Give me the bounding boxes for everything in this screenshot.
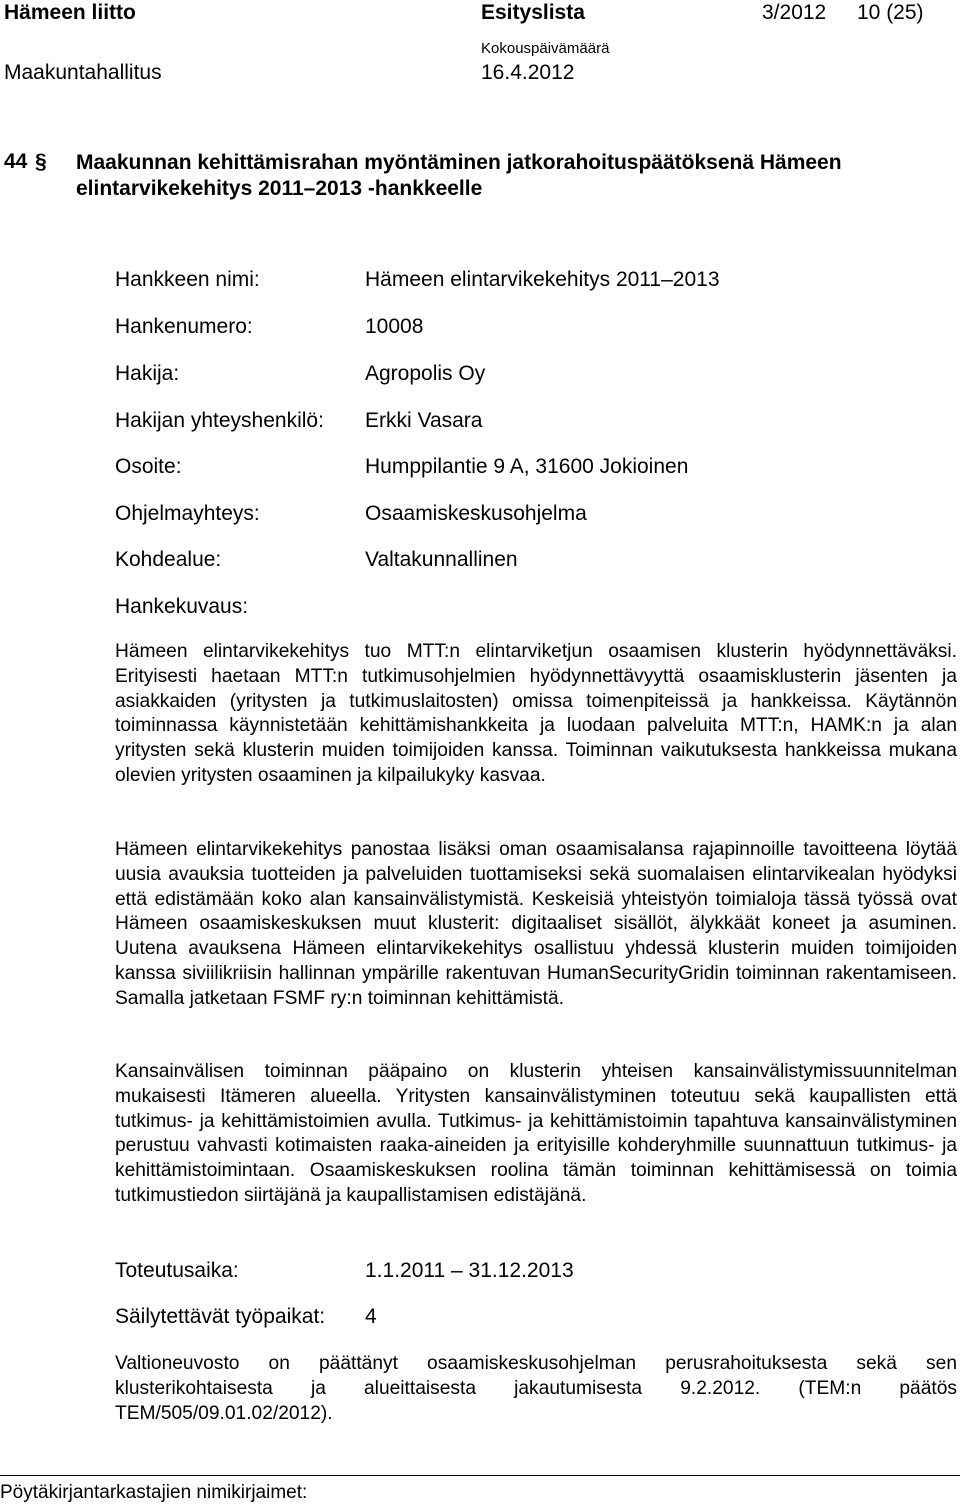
paragraph-2: Hämeen elintarvikekehitys panostaa lisäksi oman osaamisalansa rajapinnoille tavoitteena löytää uusia avauksia tuotteiden ja palveluiden tuottamiseksi sekä suomalaisen elintarvikealan hyödyksi että edistämään koko alan kansainvälistymistä. Keskeisiä yhteistyön toimialoja tässä työssä ovat Hämeen osaamiskeskuksen muut klusterit: digitaaliset sisällöt, älykkäät koneet ja asuminen. Uutena avauksena Hämeen elintarvikekehitys osallistuu yhdessä klusterin muiden toimijoiden kanssa siviilikriisin hallinnan ympärille rakentuvan HumanSecurityGridin toiminnan rakentamiseen. Samalla jatketaan FSMF ry:n toiminnan kehittämistä. (115, 839, 957, 1009)
doc-type: Esityslista (481, 1, 585, 24)
jobs-label: Säilytettävät työpaikat: (115, 1305, 326, 1328)
project-number-label: Hankenumero: (115, 315, 253, 338)
duration-label: Toteutusaika: (115, 1259, 239, 1282)
paragraph-3: Kansainvälisen toiminnan pääpaino on klusterin yhteisen kansainvälistymissuunnitelman mukaisesti Itämeren alueella. Yritysten kansainvälistyminen toteutuu sekä kaupallisten että tutkimus- ja kehittämistoimien avulla. Tutkimus- ja kehittämistoimin tapahtuva kansainvälistyminen perustuu vahvasti kotimaisten raaka-aineiden ja erityisille kohderyhmille suunnattuun tutkimus- ja kehittämistoimintaan. Osaamiskeskuksen roolina tämän toiminnan kehittämisessä on toimia tutkimustiedon siirtäjänä ja kaupallistamisen edistäjänä. (115, 1061, 957, 1206)
applicant-value: Agropolis Oy (365, 362, 486, 385)
decision-paragraph: Valtioneuvosto on päättänyt osaamiskeskusohjelman perusrahoituksesta sekä sen klusterikohtaisesta ja alueittaisesta jakautumisesta 9.2.2012. (TEM:n päätös TEM/505/09.01.02/2012). (115, 1353, 957, 1424)
org-name: Hämeen liitto (4, 1, 136, 24)
section-sign: § (35, 150, 47, 173)
signatures-label: Pöytäkirjantarkastajien nimikirjaimet: (0, 1482, 308, 1503)
description-label: Hankekuvaus: (115, 595, 249, 618)
footer-divider (0, 1475, 960, 1476)
applicant-label: Hakija: (115, 362, 180, 385)
item-number: 44 (4, 150, 28, 173)
program-label: Ohjelmayhteys: (115, 502, 260, 525)
contact-label: Hakijan yhteyshenkilö: (115, 409, 324, 432)
date-label: Kokouspäivämäärä (481, 40, 610, 57)
paragraph-1: Hämeen elintarvikekehitys tuo MTT:n elintarviketjun osaamisen klusterin hyödynnettäväksi. Erityisesti haetaan MTT:n tutkimusohjelmien hyödynnettävyyttä osaamisklusterin jäsenten ja asiakkaiden (yritysten ja tutkimuslaitosten) omissa toimenpiteissä ja hankkeissa. Käytännön toiminnassa käynnistetään kehittämishankkeita ja luodaan palveluita MTT:n, HAMK:n ja alan yritysten sekä klusterin muiden toimijoiden kanssa. Toiminnan vaikutuksesta hankkeissa mukana olevien yritysten osaaminen ja kilpailukyky kasvaa. (115, 641, 957, 786)
meeting-date: 16.4.2012 (481, 61, 575, 84)
doc-number: 3/2012 (762, 1, 827, 24)
project-number-value: 10008 (365, 315, 424, 338)
page-number: 10 (25) (857, 1, 924, 24)
area-label: Kohdealue: (115, 548, 222, 571)
address-label: Osoite: (115, 455, 182, 478)
item-title: Maakunnan kehittämisrahan myöntäminen jatkorahoituspäätöksenä Hämeen elintarvikekehitys 2011–2013 -hankkeelle (76, 151, 842, 200)
area-value: Valtakunnallinen (365, 548, 518, 571)
body-name: Maakuntahallitus (4, 61, 162, 84)
project-name-label: Hankkeen nimi: (115, 268, 260, 291)
program-value: Osaamiskeskusohjelma (365, 502, 587, 525)
jobs-value: 4 (365, 1305, 377, 1328)
address-value: Humppilantie 9 A, 31600 Jokioinen (365, 455, 689, 478)
contact-value: Erkki Vasara (365, 409, 483, 432)
project-name-value: Hämeen elintarvikekehitys 2011–2013 (365, 268, 720, 291)
duration-value: 1.1.2011 – 31.12.2013 (365, 1259, 574, 1282)
